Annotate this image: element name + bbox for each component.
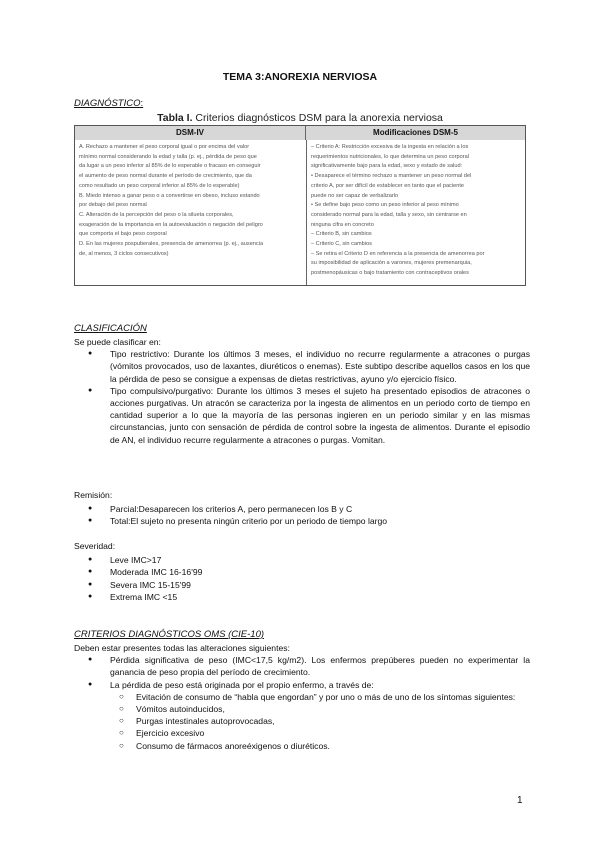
sub-list-item: ○ Consumo de fármacos anoreéxigenos o diuréticos. — [74, 740, 530, 752]
table-header-dsm-5: Modificaciones DSM-5 — [306, 126, 525, 140]
cie10-heading: CRITERIOS DIAGNÓSTICOS OMS (CIE-10) — [74, 629, 265, 640]
list-item: ● Pérdida significativa de peso (IMC<17,5 kg/m2). Los enfermos prepúberes pueden no experimentar la ganancia de peso propia del período de crecimiento. — [74, 654, 530, 678]
dsm-criteria-table — [74, 125, 526, 286]
table-caption — [74, 112, 526, 124]
table-line: su imposibilidad de aplicación a varones, mujeres premenarquia, — [311, 260, 472, 267]
table-header-dsm-iv: DSM-IV — [75, 126, 306, 140]
sub-list-item: ○ Ejercicio excesivo — [74, 727, 530, 739]
table-line: B. Miedo intenso a ganar peso o a convertirse en obeso, incluso estando — [79, 192, 260, 199]
page-number: 1 — [517, 795, 523, 806]
table-line: puede no ser capaz de verbalizarlo — [311, 192, 399, 199]
cie10-intro: Deben estar presentes todas las alteraciones siguientes: — [74, 643, 290, 653]
sub-list-item: ○ Purgas intestinales autoprovocadas, — [74, 715, 530, 727]
sub-list-item: ○ Vómitos autoinducidos, — [74, 703, 530, 715]
list-item: ● Total:El sujeto no presenta ningún criterio por un periodo de tiempo largo — [74, 515, 530, 527]
table-line: C. Alteración de la percepción del peso o la silueta corporales, — [79, 211, 234, 218]
list-item: ● Extrema IMC <15 — [74, 591, 530, 603]
table-line: significativamente bajo para la edad, sexo y estado de salud: — [311, 163, 463, 170]
severidad-heading: Severidad: — [74, 541, 116, 551]
table-line: – Criterio A: Restricción excesiva de la ingesta en relación a los — [311, 144, 469, 150]
table-line: D. En las mujeres pospuberales, presencia de amenorrea (p. ej., ausencia — [79, 241, 264, 248]
table-line: exageración de la importancia en la autoevaluación o negación del peligro — [79, 221, 263, 228]
table-line: requerimientos nutricionales, lo que determina un peso corporal — [311, 153, 469, 160]
table-line: – Criterio C, sin cambios — [311, 241, 372, 248]
table-line: de, al menos, 3 ciclos consecutivos) — [79, 250, 169, 257]
diagnostico-heading-colon: : — [140, 98, 144, 109]
remision-heading: Remisión: — [74, 490, 113, 500]
severidad-section — [74, 540, 530, 603]
table-cell-dsm-5 — [311, 143, 521, 279]
table-line: • Desaparece el término rechazo a mantener un peso normal del — [311, 173, 472, 180]
clasificacion-section — [74, 336, 530, 446]
table-line: el aumento de peso normal durante el período de crecimiento, que da — [79, 173, 252, 180]
table-line: – Criterio B, sin cambios — [311, 231, 372, 238]
table-line: ninguna cifra en concreto — [311, 221, 374, 228]
table-line: mínimo normal considerando la edad y talla (p. ej., pérdida de peso que — [79, 153, 257, 160]
list-item: ● Moderada IMC 16-16'99 — [74, 566, 530, 578]
clasificacion-intro: Se puede clasificar en: — [74, 337, 161, 347]
table-line: como resultado un peso corporal inferior al 85% de lo esperable) — [79, 182, 240, 189]
table-line: da lugar a un peso inferior al 85% de lo esperable o fracaso en conseguir — [79, 163, 261, 170]
table-column-divider — [306, 140, 307, 285]
list-item: ● Severa IMC 15-15'99 — [74, 579, 530, 591]
table-line: considerado normal para la edad, talla y sexo, sin centrarse en — [311, 211, 467, 218]
list-item: ● Parcial:Desaparecen los criterios A, pero permanecen los B y C — [74, 503, 530, 515]
remision-section — [74, 489, 530, 528]
table-line: criterio A, por ser difícil de establecer en tanto que el paciente — [311, 182, 464, 189]
table-line: que comporta el bajo peso corporal — [79, 231, 167, 238]
clasificacion-heading: CLASIFICACIÓN — [74, 323, 147, 334]
table-line: – Se retira el Criterio D en referencia a la presencia de amenorrea por — [311, 250, 485, 257]
cie10-section — [74, 642, 530, 752]
document-title: TEMA 3:ANOREXIA NERVIOSA — [222, 71, 378, 83]
list-item: ● La pérdida de peso está originada por el propio enfermo, a través de: — [74, 679, 530, 691]
diagnostico-heading — [74, 98, 143, 109]
table-line: postmenopáusicas o bajo tratamiento con contraceptivos orales — [311, 270, 469, 277]
table-line: • Se define bajo peso como un peso inferior al peso mínimo — [311, 202, 459, 209]
diagnostico-heading-text: DIAGNÓSTICO — [74, 98, 141, 109]
list-item: ● Leve IMC>17 — [74, 554, 530, 566]
list-item: ● Tipo compulsivo/purgativo: Durante los últimos 3 meses el sujeto ha presentado episodios de atracones o acciones purgativas. Un atracón se caracteriza por la ingesta de alimentos en un periodo corto de tiempo en cantidad superior a lo que la mayoría de las personas ingieren en un periodo similar y en las mismas circunstancias, junto con sensación de pérdida de control sobre la ingesta de alimentos. Durante el episodio de AN, el individuo recurre regularmente a atracones o purgas. Vomitan. — [74, 385, 530, 446]
table-caption-text: Criterios diagnósticos DSM para la anorexia nerviosa — [192, 112, 443, 124]
sub-list-item: ○ Evitación de consumo de “habla que engordan” y por uno o más de uno de los síntomas siguientes: — [74, 691, 530, 703]
table-line: por debajo del peso normal — [79, 202, 147, 209]
list-item: ● Tipo restrictivo: Durante los últimos 3 meses, el individuo no recurre regularmente a atracones o purgas (vómitos provocados, uso de laxantes, diuréticos o enemas). Este subtipo describe aquellos casos en los que la pérdida de peso se consigue a expensas de dietas restrictivas, ayuno y/o ejercicio físico. — [74, 348, 530, 385]
table-cell-dsm-iv — [79, 143, 302, 259]
table-line: A. Rechazo a mantener el peso corporal igual o por encima del valor — [79, 144, 250, 150]
table-caption-label: Tabla I. — [157, 112, 193, 124]
